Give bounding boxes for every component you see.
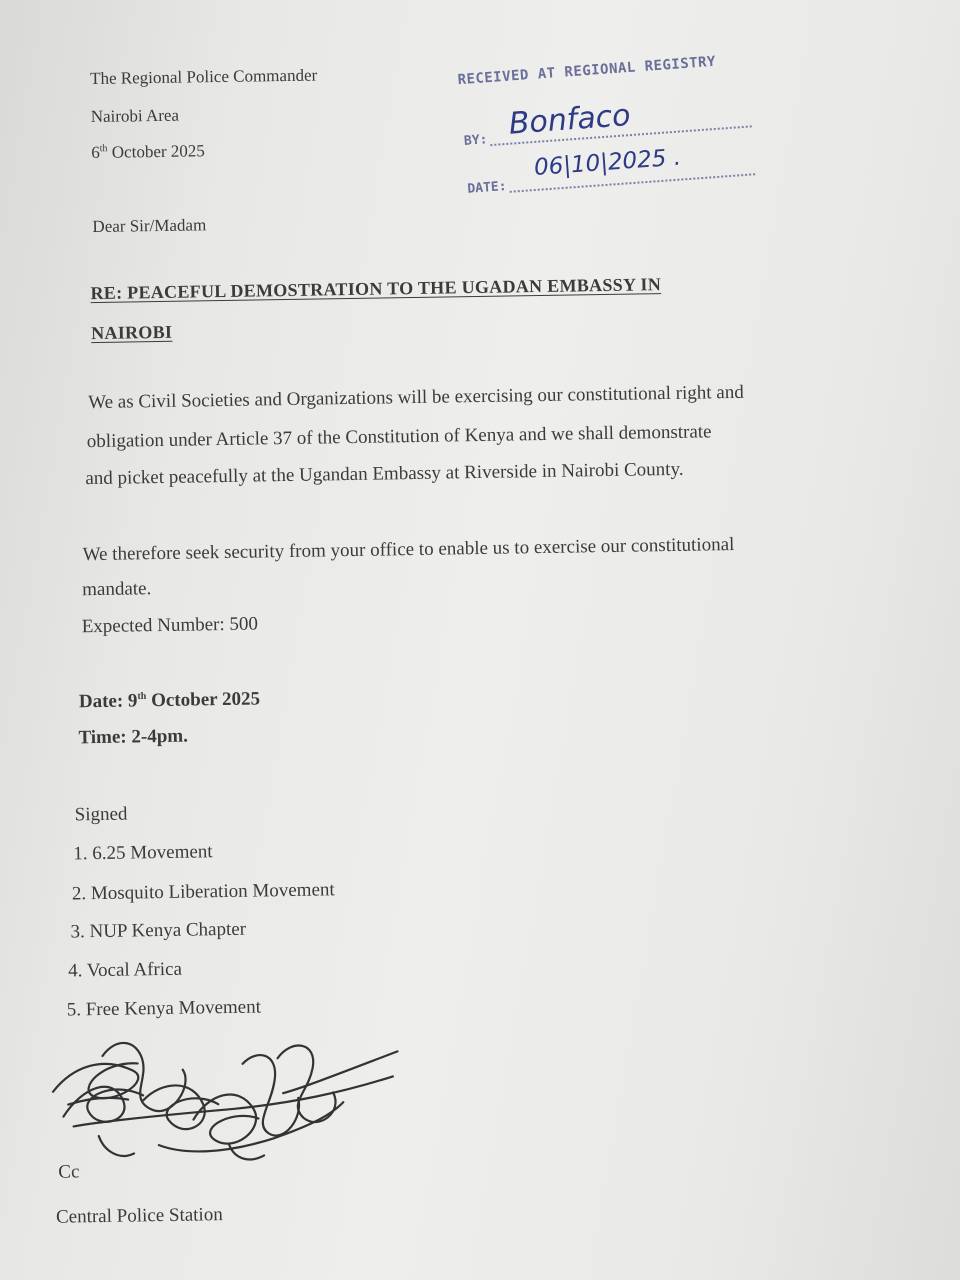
stamp-by-handwriting: Bonfaco <box>507 98 632 142</box>
stamp-by-label: BY: <box>463 132 489 149</box>
paragraph-1-line-3: and picket peacefully at the Ugandan Embassy at Riverside in Nairobi County. <box>85 458 684 490</box>
event-date <box>79 689 260 711</box>
signed-label: Signed <box>74 803 128 826</box>
cc-recipient: Central Police Station <box>55 1204 223 1228</box>
recipient-title: The Regional Police Commander <box>89 65 318 89</box>
letter-date-day: 6 <box>91 142 100 163</box>
letter-date <box>91 142 205 161</box>
letter-date-suffix: th <box>99 143 108 155</box>
subject-line-1: RE: PEACEFUL DEMOSTRATION TO THE UGADAN EMBASSY IN <box>90 274 662 304</box>
event-date-suffix: th <box>137 690 147 703</box>
event-date-prefix: Date: 9 <box>78 690 138 713</box>
event-date-rest: October 2025 <box>146 688 261 712</box>
expected-number: Expected Number: 500 <box>81 613 259 638</box>
paragraph-1-line-1: We as Civil Societies and Organizations will be exercising our constitutional right and <box>88 381 744 414</box>
signatory-1: 1. 6.25 Movement <box>73 841 213 865</box>
stamp-date-label: DATE: <box>466 179 508 197</box>
recipient-area: Nairobi Area <box>90 105 180 127</box>
handwritten-signature <box>42 1021 414 1177</box>
paragraph-2-line-1: We therefore seek security from your office to enable us to exercise our constitutional <box>82 533 735 566</box>
signatory-3: 3. NUP Kenya Chapter <box>70 918 247 943</box>
stamp-date-handwriting: 06|10|2025 . <box>533 144 682 181</box>
signatory-2: 2. Mosquito Liberation Movement <box>71 879 335 905</box>
subject-line-2: NAIROBI <box>90 321 173 344</box>
registry-stamp <box>457 51 766 202</box>
letter-date-rest: October 2025 <box>107 141 205 162</box>
event-time: Time: 2-4pm. <box>78 725 189 749</box>
signatory-4: 4. Vocal Africa <box>67 958 183 982</box>
salutation: Dear Sir/Madam <box>92 215 207 237</box>
signatory-5: 5. Free Kenya Movement <box>66 996 262 1021</box>
paragraph-1-line-2: obligation under Article 37 of the Constitution of Kenya and we shall demonstrate <box>86 421 712 453</box>
cc-label: Cc <box>58 1161 80 1183</box>
stamp-title: RECEIVED AT REGIONAL REGISTRY <box>457 53 717 89</box>
paragraph-2-line-2: mandate. <box>81 578 152 601</box>
